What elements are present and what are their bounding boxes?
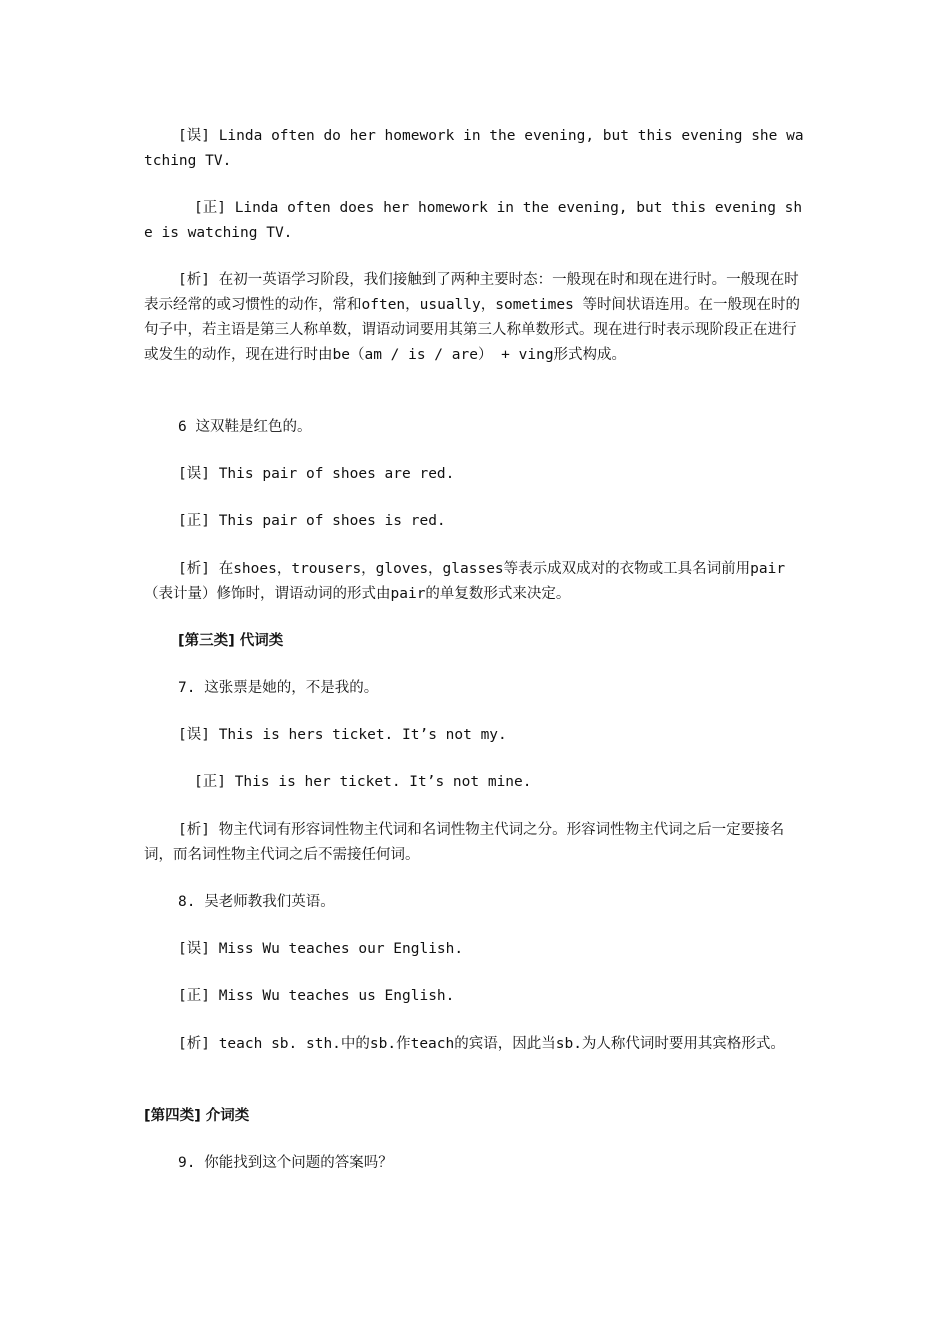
item-6-question: 6 这双鞋是红色的。: [178, 419, 312, 435]
item-8-question: 8. 吴老师教我们英语。: [178, 894, 335, 910]
analysis-7: [析] 物主代词有形容词性物主代词和名词性物主代词之分。形容词性物主代词之后一定要接名词，而名词性物主代词之后不需接任何词。: [144, 822, 785, 863]
correct-sentence-6: [正] This pair of shoes is red.: [178, 513, 446, 529]
correct-sentence-7: [正] This is her ticket. It’s not mine.: [194, 774, 532, 790]
item-7-question: 7. 这张票是她的，不是我的。: [178, 680, 379, 696]
analysis-8: [析] teach sb. sth.中的sb.作teach的宾语，因此当sb.为人称代词时要用其宾格形式。: [178, 1036, 785, 1052]
correct-sentence-5: [正] Linda often does her homework in the evening, but this evening she is watching TV.: [144, 200, 803, 241]
error-sentence-7: [误] This is hers ticket. It’s not my.: [178, 727, 507, 743]
analysis-5: [析] 在初一英语学习阶段，我们接触到了两种主要时态：一般现在时和现在进行时。一般现在时表示经常的或习惯性的动作，常和often，usually，sometimes 等时间状语连用。在一般现在时的句子中，若主语是第三人称单数，谓语动词要用其第三人称单数形式。现在进行时表示现阶段正在进行或发生的动作，现在进行时由be（am / is / are） + ving形式构成。: [144, 272, 801, 363]
item-9-question: 9. 你能找到这个问题的答案吗？: [178, 1155, 393, 1171]
correct-sentence-8: [正] Miss Wu teaches us English.: [178, 988, 455, 1004]
error-sentence-5: [误] Linda often do her homework in the evening, but this evening she watching TV.: [144, 128, 804, 169]
section-heading-pronouns: [第三类] 代词类: [178, 633, 284, 649]
section-heading-prepositions: [第四类] 介词类: [144, 1108, 250, 1124]
analysis-6: [析] 在shoes，trousers，gloves，glasses等表示成双成对的衣物或工具名词前用pair（表计量）修饰时，谓语动词的形式由pair的单复数形式来决定。: [144, 561, 786, 602]
error-sentence-6: [误] This pair of shoes are red.: [178, 466, 455, 482]
error-sentence-8: [误] Miss Wu teaches our English.: [178, 941, 464, 957]
